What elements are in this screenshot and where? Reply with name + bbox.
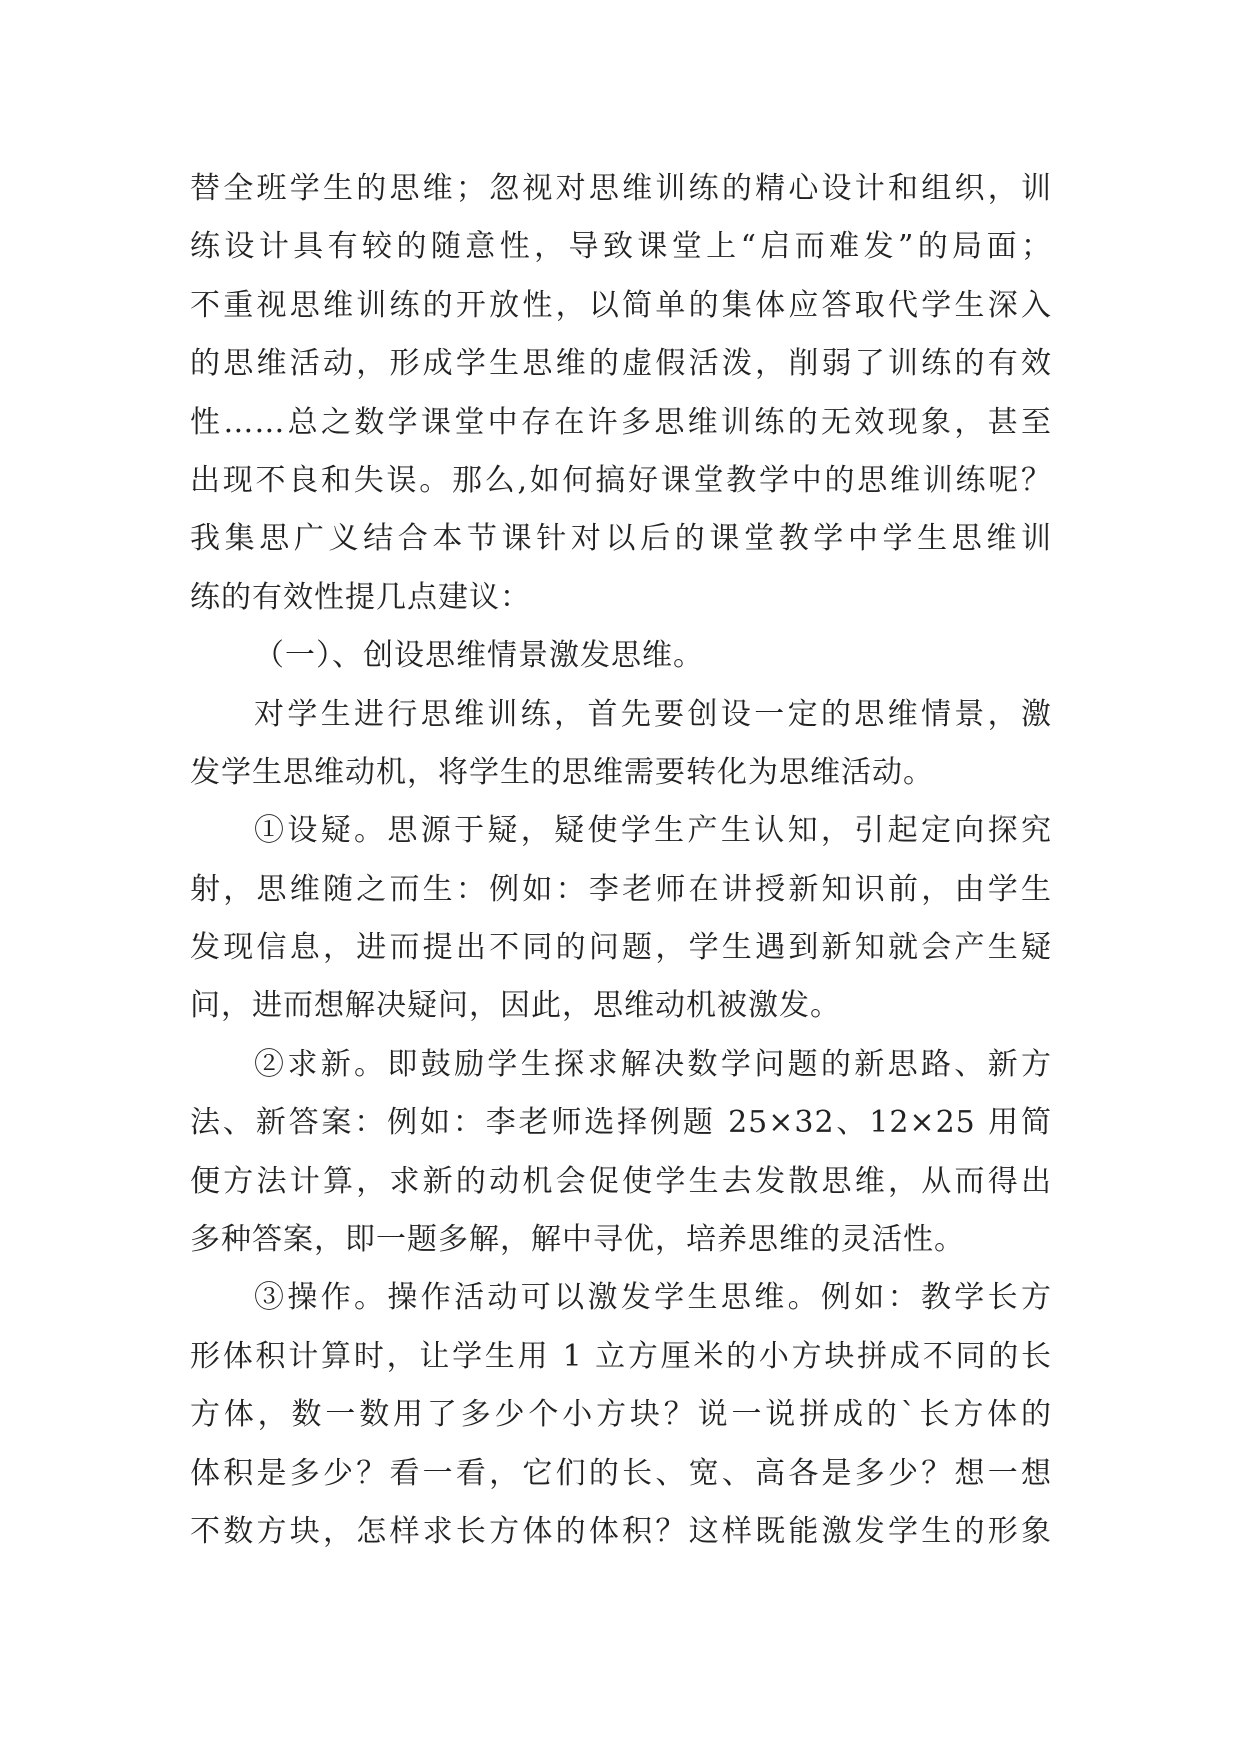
text-line: 多种答案，即一题多解，解中寻优，培养思维的灵活性。 (190, 1222, 965, 1258)
text-line: 问，进而想解决疑问，因此，思维动机被激发。 (190, 988, 841, 1024)
text-line: 的思维活动，形成学生思维的虚假活泼，削弱了训练的有效 (190, 346, 1052, 382)
text-line: 出现不良和失误。那么,如何搞好课堂教学中的思维训练呢？ (190, 462, 1052, 498)
text-line: 练设计具有较的随意性，导致课堂上“启而难发”的局面； (190, 229, 1052, 265)
paragraph-first-line: ②求新。即鼓励学生探求解决数学问题的新思路、新方 (254, 1046, 1052, 1082)
text-line: 不数方块，怎样求长方体的体积？这样既能激发学生的形象 (190, 1513, 1052, 1549)
text-line: 体积是多少？看一看，它们的长、宽、高各是多少？想一想 (190, 1455, 1052, 1491)
text-line: 形体积计算时，让学生用 1 立方厘米的小方块拼成不同的长 (190, 1338, 1052, 1374)
text-line: 便方法计算，求新的动机会促使学生去发散思维，从而得出 (190, 1163, 1052, 1199)
text-line: 练的有效性提几点建议： (190, 579, 531, 615)
section-heading: （一）、创设思维情景激发思维。 (254, 638, 704, 674)
text-line: 射，思维随之而生：例如：李老师在讲授新知识前，由学生 (190, 871, 1052, 907)
paragraph-first-line: ③操作。操作活动可以激发学生思维。例如：教学长方 (254, 1280, 1052, 1316)
text-line: 方体，数一数用了多少个小方块？说一说拼成的`长方体的 (190, 1397, 1052, 1433)
text-line: 不重视思维训练的开放性，以简单的集体应答取代学生深入 (190, 287, 1052, 323)
text-line: 发现信息，进而提出不同的问题，学生遇到新知就会产生疑 (190, 930, 1052, 966)
paragraph-first-line: ①设疑。思源于疑，疑使学生产生认知，引起定向探究 (254, 813, 1052, 849)
text-line: 发学生思维动机，将学生的思维需要转化为思维活动。 (190, 754, 934, 790)
text-line: 我集思广义结合本节课针对以后的课堂教学中学生思维训 (190, 521, 1052, 557)
text-line: 替全班学生的思维；忽视对思维训练的精心设计和组织，训 (190, 171, 1052, 206)
text-line: 法、新答案：例如：李老师选择例题 25×32、12×25 用简 (190, 1105, 1052, 1141)
paragraph-first-line: 对学生进行思维训练，首先要创设一定的思维情景，激 (254, 696, 1052, 732)
document-body (190, 160, 1052, 1561)
text-line: 性……总之数学课堂中存在许多思维训练的无效现象，甚至 (190, 404, 1052, 440)
